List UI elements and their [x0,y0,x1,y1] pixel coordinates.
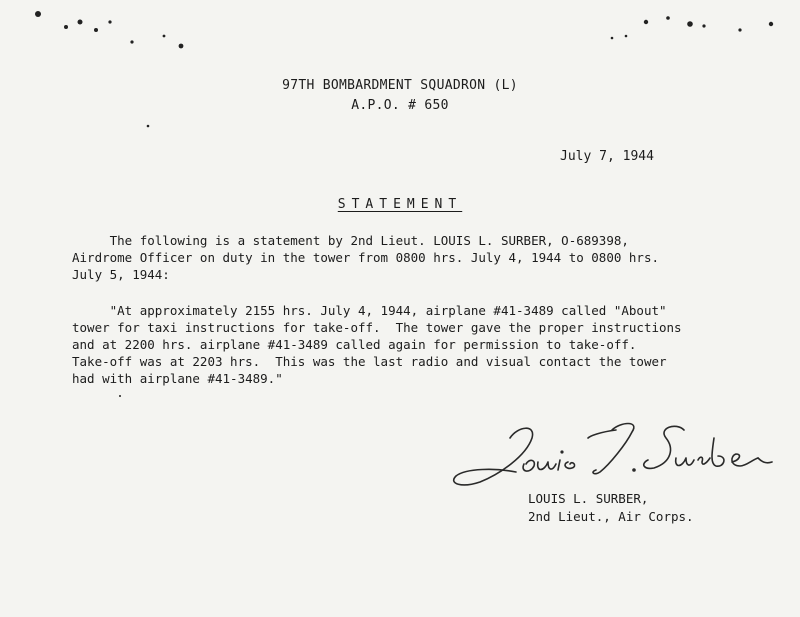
signatory-name: LOUIS L. SURBER, [528,491,649,506]
quote-line: and at 2200 hrs. airplane #41-3489 called again for permission to take-off. [72,337,637,352]
quote-line: "At approximately 2155 hrs. July 4, 1944, airplane #41-3489 called "About" [72,303,667,318]
intro-line: The following is a statement by 2nd Lieut. LOUIS L. SURBER, O-689398, [72,233,629,248]
statement-title: STATEMENT [337,197,463,212]
apo-number: A.P.O. # 650 [351,98,449,113]
intro-line: Airdrome Officer on duty in the tower from 0800 hrs. July 4, 1944 to 0800 hrs. [72,250,659,265]
intro-line: July 5, 1944: [72,267,170,282]
signatory-rank: 2nd Lieut., Air Corps. [528,509,694,524]
quote-line: had with airplane #41-3489." [72,371,283,386]
quote-paragraph [72,302,762,387]
quote-line: Take-off was at 2203 hrs. This was the last radio and visual contact the tower [72,354,667,369]
intro-paragraph [72,232,762,283]
squadron-heading: 97TH BOMBARDMENT SQUADRON (L) [282,78,518,93]
quote-line: tower for taxi instructions for take-off. The tower gave the proper instructions [72,320,682,335]
statement-date: July 7, 1944 [560,149,654,164]
handwritten-signature [440,412,780,498]
